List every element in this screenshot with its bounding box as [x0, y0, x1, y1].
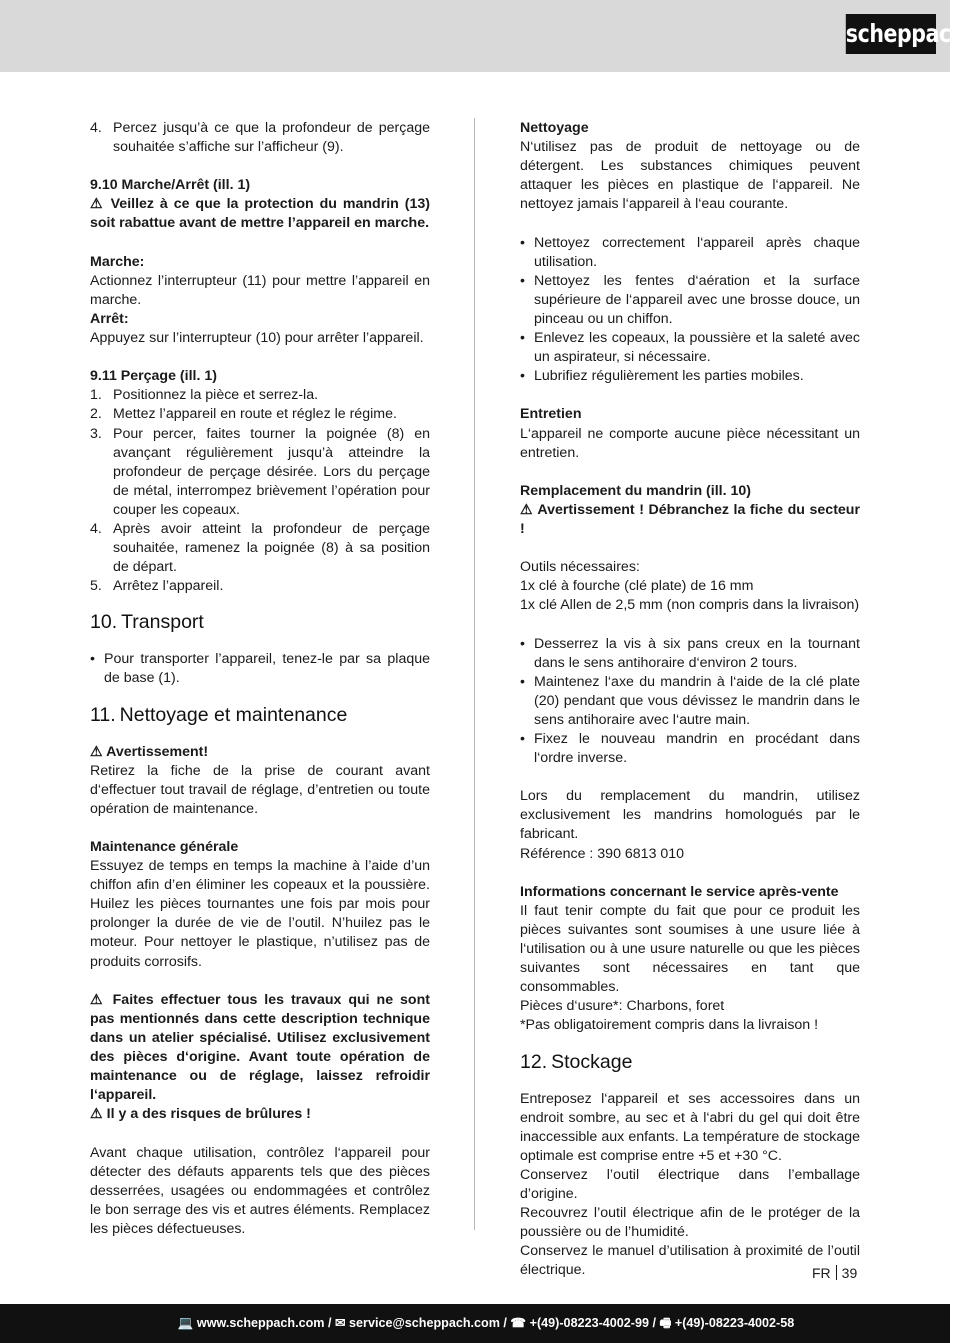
- arret-text: Appuyez sur l’interrupteur (10) pour arrêter l’appareil.: [90, 330, 424, 347]
- after-sales-heading: Informations concernant le service après-vente: [520, 883, 839, 900]
- list-number: 1.: [90, 387, 102, 404]
- list-text: Pour transporter l’appareil, tenez-le par sa plaque de base (1).: [104, 651, 430, 687]
- tools-line: 1x clé à fourche (clé plate) de 16 mm: [520, 578, 754, 595]
- brand-logo: scheppach: [846, 14, 936, 54]
- list-text: Desserrez la vis à six pans creux en la tournant dans le sens antihoraire d‘environ 2 tours.: [534, 635, 860, 671]
- heading-number: 11.: [90, 703, 116, 726]
- list-text: Mettez l’appareil en route et réglez le régime.: [113, 406, 397, 423]
- reference-number: Référence : 390 6813 010: [520, 845, 685, 862]
- bullet: •: [520, 234, 525, 251]
- bullet: •: [520, 330, 525, 347]
- chuck-replacement-bullets: [520, 635, 860, 769]
- bullet: •: [90, 651, 95, 668]
- right-column: [520, 119, 860, 1280]
- marche-label: Marche:: [90, 253, 145, 270]
- list-text: Arrêtez l’appareil.: [113, 578, 224, 595]
- warning-text: Retirez la fiche de la prise de courant avant d‘effectuer tout travail de réglage, d’entretien ou toute opération de maintenance.: [90, 762, 430, 817]
- list-number: 5.: [90, 578, 102, 595]
- warning-title: ⚠ Avertissement!: [90, 743, 209, 760]
- bullet: •: [520, 635, 525, 652]
- page-number-separator: [836, 1265, 837, 1280]
- maintenance-heading: Maintenance générale: [90, 839, 239, 855]
- list-text: Maintenez l‘axe du mandrin à l‘aide de la clé plate (20) pendant que vous dévissez le mandrin dans le sens antihoraire avec l‘autre main.: [534, 673, 860, 728]
- heading-text: Transport: [121, 611, 204, 634]
- section-heading-transport: [90, 610, 430, 634]
- section-heading-stockage: [520, 1050, 860, 1074]
- list-text: Nettoyez correctement l‘appareil après chaque utilisation.: [534, 234, 860, 270]
- column-divider: [474, 118, 475, 1230]
- cleaning-bullets: [520, 234, 860, 387]
- list-text: Nettoyez les fentes d‘aération et la surface supérieure de l‘appareil avec une brosse douce, un pinceau ou un chiffon.: [534, 272, 860, 327]
- list-text: Lubrifiez régulièrement les parties mobiles.: [534, 368, 804, 385]
- wear-parts: Pièces d‘usure*: Charbons, foret: [520, 998, 725, 1015]
- burn-warning: ⚠ Il y a des risques de brûlures !: [90, 1106, 311, 1123]
- cleaning-heading: Nettoyage: [520, 120, 589, 136]
- heading-text: Stockage: [551, 1050, 633, 1073]
- cleaning-text: N‘utilisez pas de produit de nettoyage ou de détergent. Les substances chimiques peuvent attaquer les pièces en plastique de l‘appareil. Ne nettoyez jamais l‘appareil à l‘eau courante.: [520, 139, 860, 213]
- page-number: [812, 1264, 857, 1282]
- list-text: Positionnez la pièce et serrez-la.: [113, 387, 319, 404]
- warning-text: ⚠ Veillez à ce que la protection du mandrin (13) soit rabattue avant de mettre l’appareil en marche.: [90, 196, 430, 232]
- section-heading-9-11: 9.11 Perçage (ill. 1): [90, 368, 217, 385]
- maintenance-heading: Entretien: [520, 406, 582, 423]
- storage-text: Conservez le manuel d’utilisation à proximité de l’outil électrique.: [520, 1243, 860, 1279]
- list-item: [520, 272, 860, 329]
- list-text: Percez jusqu’à ce que la profondeur de perçage souhaitée s’affiche sur l’afficheur (9).: [113, 120, 430, 156]
- list-item: [520, 234, 860, 272]
- list-item: [90, 577, 430, 596]
- page-number-value: 39: [841, 1265, 858, 1281]
- before-use-text: Avant chaque utilisation, contrôlez l‘appareil pour détecter des défauts apparents tels que des pièces desserrées, usagées ou endommagées et contrôlez le bon serrage des vis et autres éléments. Remplacez les pièces défectueuses.: [90, 1144, 430, 1237]
- list-number: 4.: [90, 120, 102, 136]
- chuck-note: Lors du remplacement du mandrin, utilisez exclusivement les mandrins homologués par le fabricant.: [520, 788, 860, 843]
- list-item: [520, 673, 860, 730]
- bullet: •: [520, 368, 525, 385]
- section-heading-9-10: 9.10 Marche/Arrêt (ill. 1): [90, 177, 251, 194]
- section-heading-nettoyage: [90, 703, 430, 727]
- footer-contact: 💻 www.scheppach.com / ✉ service@scheppach.com / ☎ +(49)-08223-4002-99 / 🖷 +(49)-08223-4002-58: [177, 1316, 795, 1330]
- tools-line: 1x clé Allen de 2,5 mm (non compris dans la livraison): [520, 597, 860, 614]
- list-item: [90, 386, 430, 405]
- list-item: [520, 635, 860, 673]
- list-item: [90, 425, 430, 520]
- storage-text: Entreposez l‘appareil et ses accessoires dans un endroit sombre, au sec et à l‘abri du gel qui doit être inaccessible aux enfants. La température de stockage optimale est comprise entre +5 et +30 °C.: [520, 1090, 860, 1164]
- list-text: Pour percer, faites tourner la poignée (8) en avançant régulièrement jusqu’à atteindre la profondeur de perçage désirée. Lors du perçage de métal, interrompez brièvement l’opération pour couper les copeaux.: [113, 425, 430, 518]
- marche-text: Actionnez l’interrupteur (11) pour mettre l’appareil en marche.: [90, 272, 430, 308]
- list-item: [90, 650, 430, 688]
- left-column: [90, 119, 430, 1239]
- arret-label: Arrêt:: [90, 310, 129, 327]
- bullet: •: [520, 731, 525, 747]
- list-item: [90, 405, 430, 424]
- list-text: Fixez le nouveau mandrin en procédant dans l‘ordre inverse.: [534, 731, 860, 767]
- maintenance-text: Essuyez de temps en temps la machine à l’aide d’un chiffon afin d’en éliminer les copeaux et la poussière. Huilez les pièces tournantes une fois par mois pour prolonger la durée de vie de l’outil. N’huilez pas le moteur. Pour nettoyer le plastique, n’utilisez pas de produits corrosifs.: [90, 858, 430, 970]
- list-number: 3.: [90, 425, 102, 442]
- list-item: [90, 520, 430, 577]
- list-item: [520, 367, 860, 386]
- chuck-replacement-heading: Remplacement du mandrin (ill. 10): [520, 482, 751, 499]
- list-item: [520, 730, 860, 768]
- after-sales-text: Il faut tenir compte du fait que pour ce produit les pièces suivantes sont soumises à une usure liée à l‘utilisation ou à une usure naturelle ou que les pièces suivantes sont nécessaires en tant que consommables.: [520, 902, 860, 996]
- heading-text: Nettoyage et maintenance: [119, 703, 348, 726]
- delivery-note: *Pas obligatoirement compris dans la livraison !: [520, 1017, 819, 1034]
- list-number: 4.: [90, 520, 102, 537]
- drilling-steps-list: [90, 386, 430, 596]
- heading-number: 10.: [90, 611, 118, 634]
- storage-text: Conservez l’outil électrique dans l’emballage d’origine.: [520, 1166, 860, 1202]
- list-number: 2.: [90, 406, 102, 423]
- page-language: FR: [812, 1265, 831, 1281]
- bold-warning: ⚠ Faites effectuer tous les travaux qui ne sont pas mentionnés dans cette description technique dans un atelier spécialisé. Utilisez exclusivement des pièces d‘origine. Avant toute opération de maintenance ou de réglage, laissez refroidir l‘appareil.: [90, 991, 430, 1104]
- bullet: •: [520, 673, 525, 690]
- page-footer: [0, 1304, 950, 1343]
- list-item: [90, 119, 430, 157]
- maintenance-text: L‘appareil ne comporte aucune pièce nécessitant un entretien.: [520, 425, 860, 461]
- list-text: Enlevez les copeaux, la poussière et la saleté avec un aspirateur, si nécessaire.: [534, 330, 860, 366]
- list-text: Après avoir atteint la profondeur de perçage souhaitée, ramenez la poignée (8) à sa position de départ.: [113, 520, 430, 576]
- heading-number: 12.: [520, 1050, 548, 1073]
- tools-line: Outils nécessaires:: [520, 559, 640, 576]
- warning-text: ⚠ Avertissement ! Débranchez la fiche du secteur !: [520, 501, 860, 537]
- storage-text: Recouvrez l’outil électrique afin de le protéger de la poussière ou de l’humidité.: [520, 1205, 860, 1241]
- bullet: •: [520, 272, 525, 289]
- list-item: [520, 329, 860, 367]
- page-header: [0, 0, 965, 72]
